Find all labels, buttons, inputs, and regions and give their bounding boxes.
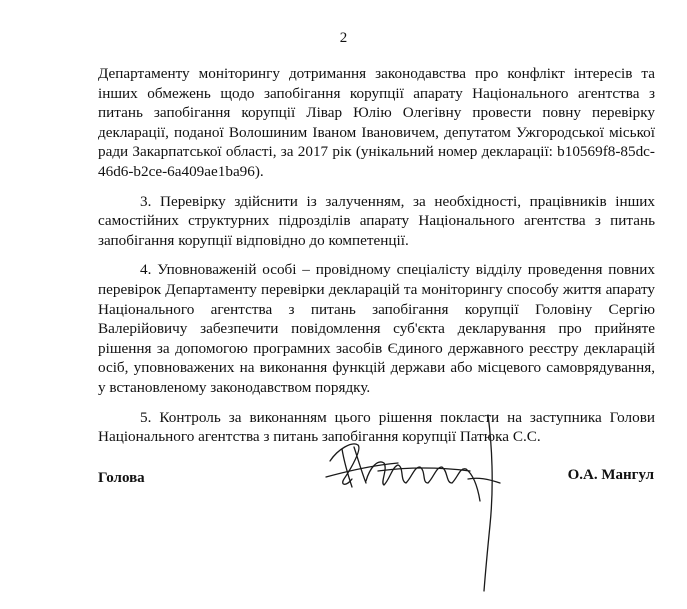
paragraph-4: 4. Уповноваженій особі – провідному спеціалісту відділу проведення повних перевірок Департаменту перевірки декларацій та моніторингу способу життя апарату Національного агентства з питань запобігання корупції Головіну Сергію Валерійовичу забезпечити повідомлення суб'єкта декларування про прийняте рішення за допомогою програмних засобів Єдиного державного реєстру декларацій осіб, уповноважених на виконання функцій держави або місцевого самоврядування, у встановленому законодавством порядку. xyxy=(98,261,655,396)
handwritten-signature xyxy=(318,405,518,605)
signatory-name: О.А. Мангул xyxy=(567,467,654,483)
signatory-title: Голова xyxy=(98,470,145,486)
page-number: 2 xyxy=(339,30,348,46)
paragraph-3: 3. Перевірку здійснити із залученням, за необхідності, працівників інших самостійних структурних підрозділів апарату Національного агентства з питань запобігання корупції відповідно до компетенції. xyxy=(98,192,655,249)
paragraph-5: 5. Контроль за виконанням цього рішення покласти на заступника Голови Національного агентства з питань запобігання корупції Патюка С.С. xyxy=(98,408,655,446)
document-body xyxy=(98,64,655,457)
paragraph-continuation: Департаменту моніторингу дотримання законодавства про конфлікт інтересів та інших обмежень щодо запобігання корупції апарату Національного агентства з питань запобігання корупції Лівар Юлію Олегівну провести повну перевірку декларації, поданої Волошиним Іваном Івановичем, депутатом Ужгородської міської ради Закарпатської області, за 2017 рік (унікальний номер декларації: b10569f8-85dc-46d6-b2ce-6a409ae1ba96). xyxy=(98,65,655,180)
